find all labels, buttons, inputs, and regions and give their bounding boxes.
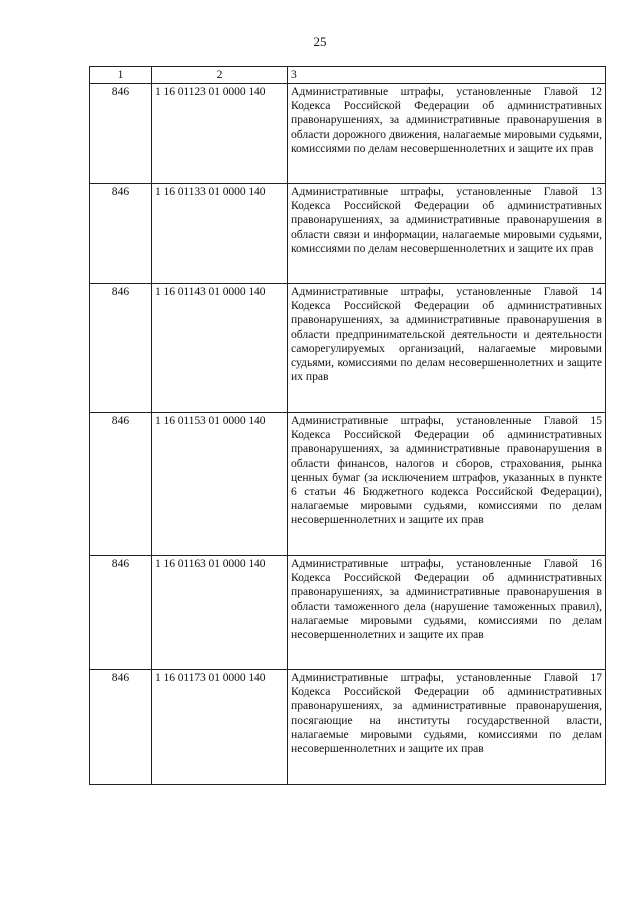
admin-code-cell: 846 (90, 184, 152, 284)
table-row (90, 556, 606, 670)
table-row (90, 184, 606, 284)
table-row (90, 670, 606, 785)
description-cell: Административные штрафы, установленные Главой 16 Кодекса Российской Федерации об административных правонарушениях, за административные правонарушения в области таможенного дела (нарушение таможенных правил), налагаемые мировыми судьями, комиссиями по делам несовершеннолетних и защите их прав (288, 556, 606, 670)
description-cell: Административные штрафы, установленные Главой 13 Кодекса Российской Федерации об административных правонарушениях, за административные правонарушения в области связи и информации, налагаемые мировыми судьями, комиссиями по делам несовершеннолетних и защите их прав (288, 184, 606, 284)
kbk-code-cell: 1 16 01123 01 0000 140 (152, 84, 288, 184)
admin-code-cell: 846 (90, 556, 152, 670)
kbk-code-cell: 1 16 01173 01 0000 140 (152, 670, 288, 785)
table-row (90, 84, 606, 184)
column-header-2: 2 (152, 67, 288, 84)
admin-code-cell: 846 (90, 84, 152, 184)
kbk-code-cell: 1 16 01133 01 0000 140 (152, 184, 288, 284)
kbk-code-cell: 1 16 01153 01 0000 140 (152, 413, 288, 556)
description-cell: Административные штрафы, установленные Главой 17 Кодекса Российской Федерации об административных правонарушениях, за административные правонарушения, посягающие на институты государственной власти, налагаемые мировыми судьями, комиссиями по делам несовершеннолетних и защите их прав (288, 670, 606, 785)
column-header-1: 1 (90, 67, 152, 84)
table-header-row (90, 67, 606, 84)
description-cell: Административные штрафы, установленные Главой 15 Кодекса Российской Федерации об административных правонарушениях, за административные правонарушения в области финансов, налогов и сборов, страхования, рынка ценных бумаг (за исключением штрафов, указанных в пункте 6 статьи 46 Бюджетного кодекса Российской Федерации), налагаемые мировыми судьями, комиссиями по делам несовершеннолетних и защите их прав (288, 413, 606, 556)
kbk-code-cell: 1 16 01143 01 0000 140 (152, 284, 288, 413)
table-row (90, 413, 606, 556)
admin-code-cell: 846 (90, 670, 152, 785)
page-number: 25 (313, 34, 327, 49)
table-row (90, 284, 606, 413)
admin-code-cell: 846 (90, 284, 152, 413)
kbk-code-cell: 1 16 01163 01 0000 140 (152, 556, 288, 670)
fines-table (89, 66, 606, 785)
column-header-3: 3 (288, 67, 606, 84)
description-cell: Административные штрафы, установленные Главой 14 Кодекса Российской Федерации об административных правонарушениях, за административные правонарушения в области предпринимательской деятельности и деятельности саморегулируемых организаций, налагаемые мировыми судьями, комиссиями по делам несовершеннолетних и защите их прав (288, 284, 606, 413)
admin-code-cell: 846 (90, 413, 152, 556)
description-cell: Административные штрафы, установленные Главой 12 Кодекса Российской Федерации об административных правонарушениях, за административные правонарушения в области дорожного движения, налагаемые мировыми судьями, комиссиями по делам несовершеннолетних и защите их прав (288, 84, 606, 184)
